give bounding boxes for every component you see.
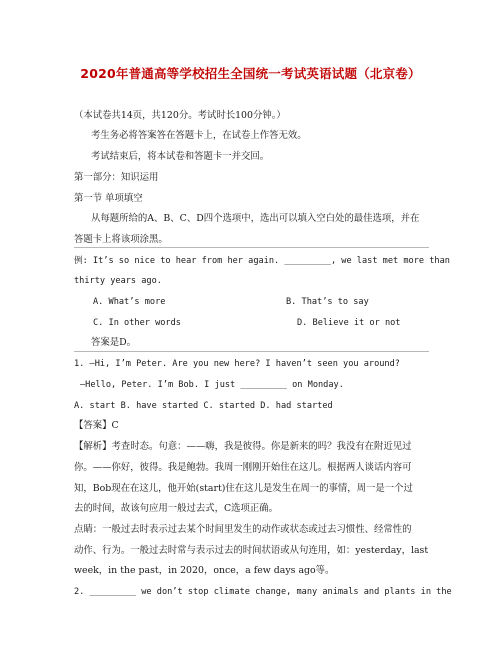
tip-line: 动作、行为。一般过去时常与表示过去的时间状语或从句连用，如：yesterday，last — [74, 545, 429, 556]
example-option-d: D. Believe it or not — [297, 318, 401, 328]
document-title: 2020年普通高等学校招生全国统一考试英语试题（北京卷） — [80, 66, 421, 81]
intro-line: 考生务必将答案答在答题卡上，在试卷上作答无效。 — [91, 130, 307, 141]
example-question-line: 例: It’s so nice to hear from her again. _________, we last met more than — [74, 256, 450, 266]
analysis-line: 【解析】考查时态。句意：——嗨，我是彼得。你是新来的吗？我没有在附近见过 — [74, 441, 412, 452]
question-2-line: 2. _________ we don’t stop climate change, many animals and plants in the — [74, 587, 452, 597]
instruction-line: 答题卡上将该项涂黑。 — [74, 234, 168, 245]
question-1-options: A. start B. have started C. started D. had started — [74, 401, 333, 411]
instruction-line: 从每题所给的A、B、C、D四个选项中，选出可以填入空白处的最佳选项，并在 — [91, 213, 420, 224]
intro-line: （本试卷共14页，共120分。考试时长100分钟。） — [74, 110, 286, 121]
example-option-c: C. In other words — [93, 318, 181, 328]
intro-line: 考试结束后，将本试卷和答题卡一并交回。 — [91, 151, 270, 162]
example-option-a: A. What’s more — [93, 297, 166, 307]
divider — [74, 247, 429, 248]
tip-line: 点睛：一般过去时表示过去某个时间里发生的动作或状态或过去习惯性、经常性的 — [74, 524, 412, 535]
divider — [74, 351, 429, 352]
question-1-answer: 【答案】C — [74, 420, 119, 431]
example-answer: 答案是D。 — [91, 337, 137, 348]
section-heading: 第一节 单项填空 — [74, 193, 143, 204]
question-1-line: 1. —Hi, I’m Peter. Are you new here? I haven’t seen you around? — [74, 359, 400, 369]
example-question-line: thirty years ago. — [74, 276, 162, 286]
part-heading: 第一部分：知识运用 — [74, 172, 159, 183]
tip-line: week，in the past，in 2020，once，a few days ago等。 — [74, 565, 335, 576]
analysis-line: 知，Bob现在在这儿，他开始(start)住在这儿是发生在周一的事情，周一是一个过 — [74, 483, 413, 494]
example-option-b: B. That’s to say — [286, 297, 369, 307]
analysis-line: 去的时间，故该句应用一般过去式，C选项正确。 — [74, 503, 279, 514]
question-1-line: —Hello, Peter. I’m Bob. I just _________ on Monday. — [80, 380, 344, 390]
analysis-line: 你。——你好，彼得。我是鲍勃。我周一刚刚开始住在这儿。根据两人谈话内容可 — [74, 462, 412, 473]
